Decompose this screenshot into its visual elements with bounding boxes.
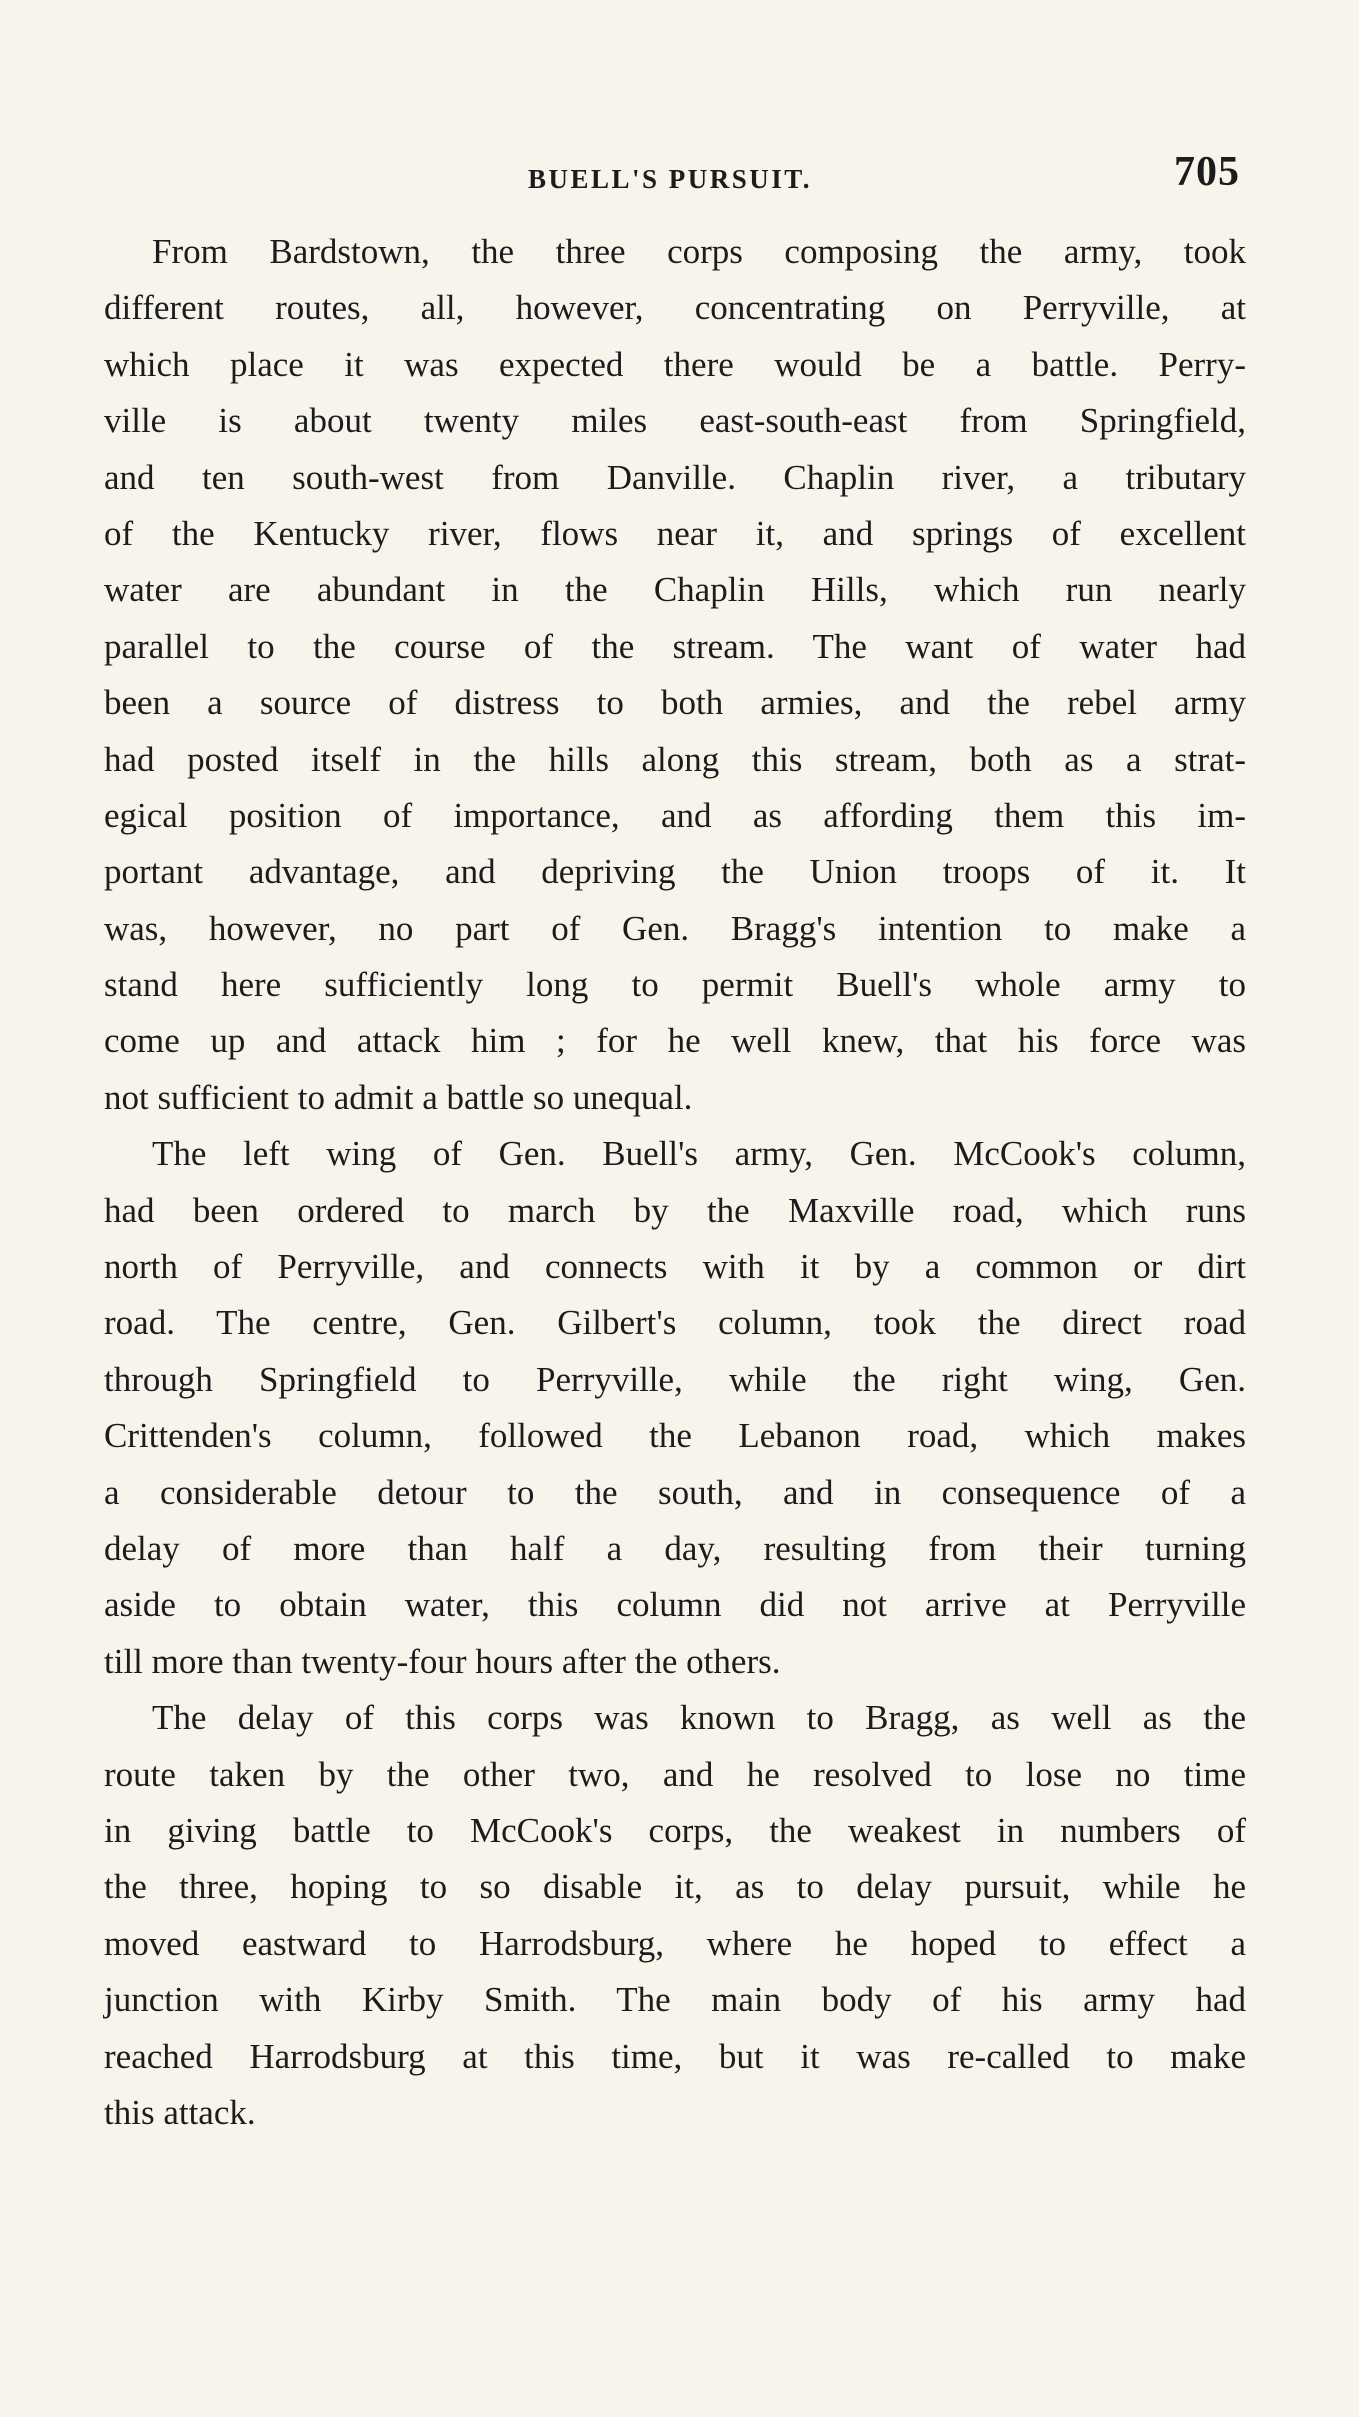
paragraph-1 <box>104 224 1246 1126</box>
text-line: water are abundant in the Chaplin Hills, which run nearly <box>104 570 1246 610</box>
body-text <box>104 224 1246 2141</box>
text-line: was, however, no part of Gen. Bragg's intention to make a <box>104 908 1246 948</box>
text-line: had been ordered to march by the Maxville road, which runs <box>104 1190 1246 1230</box>
text-line: Crittenden's column, followed the Lebanon road, which makes <box>104 1416 1246 1456</box>
text-line: reached Harrodsburg at this time, but it was re-called to make <box>104 2036 1246 2076</box>
text-line: come up and attack him ; for he well knew, that his force was <box>104 1021 1246 1061</box>
text-line: delay of more than half a day, resulting from their turning <box>104 1528 1246 1568</box>
text-line: parallel to the course of the stream. The want of water had <box>104 626 1246 666</box>
text-line: and ten south-west from Danville. Chaplin river, a tributary <box>104 457 1246 497</box>
text-line: The delay of this corps was known to Bragg, as well as the <box>152 1698 1246 1738</box>
text-line: stand here sufficiently long to permit Buell's whole army to <box>104 965 1246 1005</box>
paragraph-3 <box>104 1690 1246 2141</box>
text-line: a considerable detour to the south, and in consequence of a <box>104 1472 1246 1512</box>
text-line: not sufficient to admit a battle so unequal. <box>104 1077 693 1117</box>
paragraph-2 <box>104 1126 1246 1690</box>
text-line: been a source of distress to both armies, and the rebel army <box>104 683 1246 723</box>
text-line: in giving battle to McCook's corps, the weakest in numbers of <box>104 1810 1246 1850</box>
text-line: till more than twenty-four hours after the others. <box>104 1641 781 1681</box>
text-line: road. The centre, Gen. Gilbert's column, took the direct road <box>104 1303 1246 1343</box>
running-title: BUELL'S PURSUIT. <box>527 164 813 194</box>
text-line: portant advantage, and depriving the Union troops of it. It <box>104 852 1246 892</box>
page-number: 705 <box>1174 149 1240 195</box>
text-line: route taken by the other two, and he resolved to lose no time <box>104 1754 1246 1794</box>
running-head <box>100 148 1240 208</box>
text-line: this attack. <box>104 2092 256 2132</box>
text-line: ville is about twenty miles east-south-east from Springfield, <box>104 401 1246 441</box>
text-line: aside to obtain water, this column did not arrive at Perryville <box>104 1585 1246 1625</box>
text-line: The left wing of Gen. Buell's army, Gen. McCook's column, <box>152 1134 1246 1174</box>
text-line: junction with Kirby Smith. The main body of his army had <box>104 1980 1246 2020</box>
text-line: egical position of importance, and as affording them this im- <box>104 795 1246 835</box>
text-line: of the Kentucky river, flows near it, and springs of excellent <box>104 513 1246 553</box>
text-line: moved eastward to Harrodsburg, where he hoped to effect a <box>104 1923 1246 1963</box>
text-line: the three, hoping to so disable it, as to delay pursuit, while he <box>104 1867 1246 1907</box>
text-line: through Springfield to Perryville, while the right wing, Gen. <box>104 1359 1246 1399</box>
text-line: north of Perryville, and connects with it by a common or dirt <box>104 1247 1246 1287</box>
text-line: different routes, all, however, concentrating on Perryville, at <box>104 288 1246 328</box>
text-line: which place it was expected there would be a battle. Perry- <box>104 344 1246 384</box>
text-line: had posted itself in the hills along this stream, both as a strat- <box>104 739 1246 779</box>
text-line: From Bardstown, the three corps composing the army, took <box>152 232 1246 271</box>
